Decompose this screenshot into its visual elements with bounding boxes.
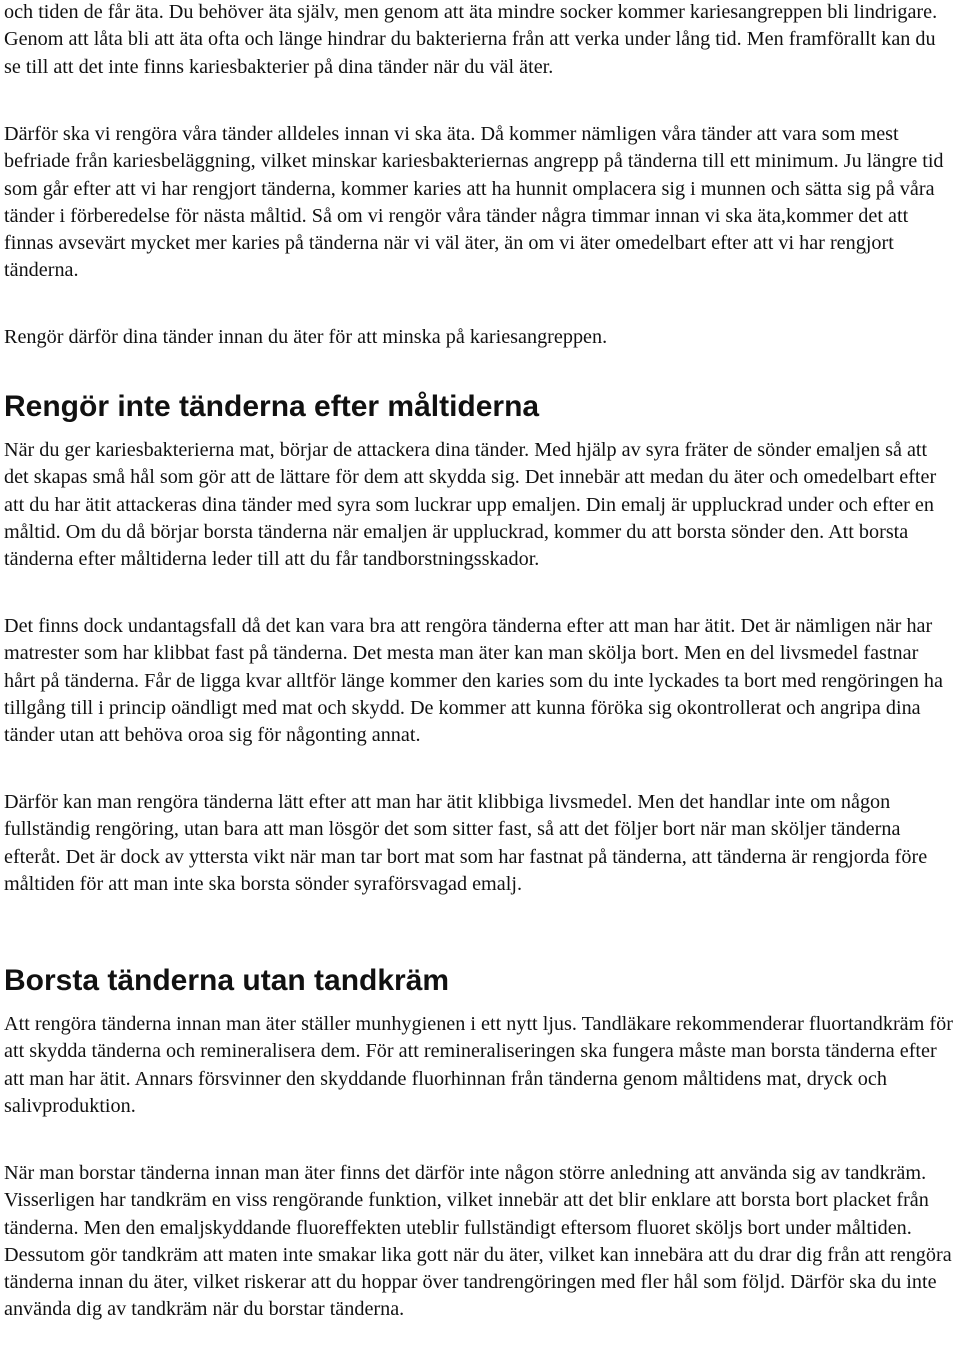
paragraph-exceptions: Det finns dock undantagsfall då det kan vara bra att rengöra tänderna efter att man har ätit. Det är nämligen när har matrester som har klibbat fast på tänderna. Det mesta man äter kan man skölja bort. Men en del livsmedel fastnar hårt på tänderna. Får de ligga kvar alltför länge kommer den karies som du inte lyckades ta bort med rengöringen ha tillgång till i princip oändligt med mat och skydd. De kommer att kunna föröka sig okontrollerat och angripa dina tänder utan att behöva oroa sig för någonting annat. xyxy=(4,615,943,747)
paragraph-fluoride: Att rengöra tänderna innan man äter ställer munhygienen i ett nytt ljus. Tandläkare rekommenderar fluortandkräm för att skydda tänderna och remineralisera dem. För att remineraliseringen ska fungera måste man borsta tänderna efter att man har ätit. Annars försvinner den skyddande fluorhinnan från tänderna genom måltidens mat, dryck och salivproduktion. xyxy=(4,1013,953,1117)
paragraph-sticky-food: Därför kan man rengöra tänderna lätt efter att man har ätit klibbiga livsmedel. Men det handlar inte om någon fullständig rengöring, utan bara att man lösgör det som sitter fast, så att det följer bort när man sköljer tänderna efteråt. Det är dock av yttersta vikt när man tar bort mat som har fastnat på tänderna, att tänderna är rengjorda före måltiden för att man inte ska borsta sönder syraförsvagad emalj. xyxy=(4,791,928,895)
paragraph-enamel-damage: När du ger kariesbakterierna mat, börjar de attackera dina tänder. Med hjälp av syra fräter de sönder emaljen så att det skapas små hål som gör att de lättare för dem att skydda sig. Det innebär att medan du äter och omedelbart efter att du har ätit attackeras dina tänder med syra som luckrar upp emaljen. Din emalj är uppluckrad under och efter en måltid. Om du då börjar borsta tänderna när emaljen är uppluckrad, kommer du att borsta sönder den. Att borsta tänderna efter måltiderna leder till att du får tandborstningsskador. xyxy=(4,439,937,571)
paragraph-summary: Rengör därför dina tänder innan du äter för att minska på kariesangreppen. xyxy=(4,326,608,348)
heading-dont-clean-after-meals: Rengör inte tänderna efter måltiderna xyxy=(4,390,540,423)
heading-brush-without-toothpaste: Borsta tänderna utan tandkräm xyxy=(4,964,450,997)
paragraph-clean-before-eating: Därför ska vi rengöra våra tänder alldeles innan vi ska äta. Då kommer nämligen våra tänder att vara som mest befriade från kariesbeläggning, vilket minskar kariesbakteriernas angrepp på tänderna till ett minimum. Ju längre tid som går efter att vi har rengjort tänderna, kommer karies att ha hunnit omplacera sig i munnen och sätta sig på våra tänder i förberedelse för nästa måltid. Så om vi rengör våra tänder några timmar innan vi ska äta,kommer det att finnas avsevärt mycket mer karies på tänderna när vi väl äter, än om vi äter omedelbart efter att vi har rengjort tänderna. xyxy=(4,123,944,282)
paragraph-intro: och tiden de får äta. Du behöver äta själv, men genom att äta mindre socker kommer kariesangreppen bli lindrigare. Genom att låta bli att äta ofta och länge hindrar du bakterierna från att verka under lång tid. Men framförallt kan du se till att det inte finns kariesbakterier på dina tänder när du väl äter. xyxy=(4,1,938,78)
paragraph-no-toothpaste: När man borstar tänderna innan man äter finns det därför inte någon större anledning att använda sig av tandkräm. Visserligen har tandkräm en viss rengörande funktion, vilket innebär att det blir enklare att borsta bort placket från tänderna. Men den emaljskyddande fluoreffekten uteblir fullständigt eftersom fluoret sköljs bort under måltiden. Dessutom gör tandkräm att maten inte smakar lika gott när du äter, vilket kan innebära att du drar dig från att rengöra tänderna innan du äter, vilket riskerar att du hoppar över tandrengöringen med fler hål som följd. Därför ska du inte använda dig av tandkräm när du borstar tänderna. xyxy=(4,1162,952,1321)
